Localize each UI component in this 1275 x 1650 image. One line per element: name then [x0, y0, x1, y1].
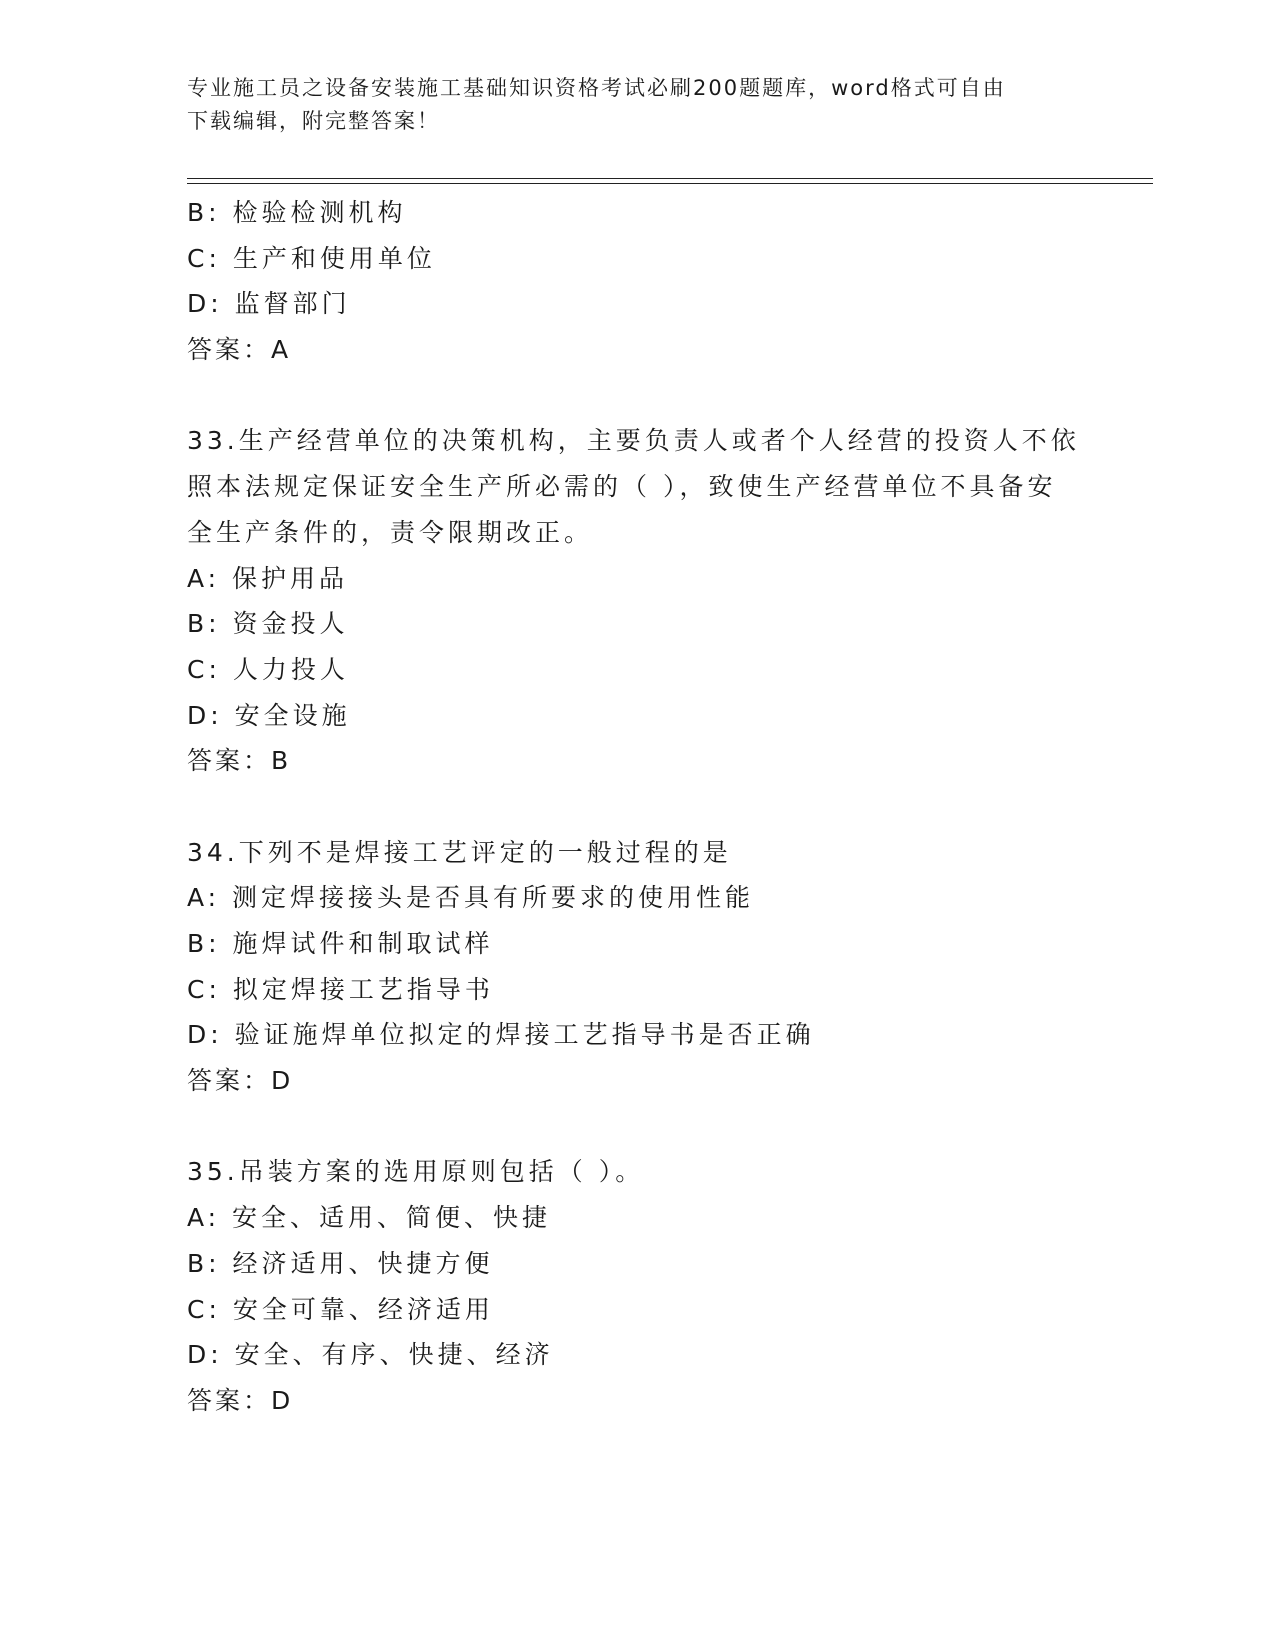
question-33 — [187, 418, 1087, 784]
option-c: C: 拟定焊接工艺指导书 — [187, 974, 494, 1004]
spacer — [187, 784, 1087, 830]
question-32-continued — [187, 190, 1087, 373]
option-b: B: 施焊试件和制取试样 — [187, 929, 494, 958]
question-35 — [187, 1149, 1087, 1423]
answer: 答案：B — [187, 746, 292, 776]
answer: 答案：A — [187, 335, 292, 365]
option-a: A: 安全、适用、简便、快捷 — [187, 1203, 552, 1233]
header-line-1: 专业施工员之设备安装施工基础知识资格考试必刷200题题库，word格式可自由 — [187, 76, 1006, 100]
option-c: C: 生产和使用单位 — [187, 243, 436, 273]
question-stem-line: 34.下列不是焊接工艺评定的一般过程的是 — [187, 837, 732, 867]
option-d: D: 安全、有序、快捷、经济 — [187, 1340, 554, 1370]
header-line-2: 下载编辑，附完整答案！ — [187, 109, 440, 133]
option-a: A: 测定焊接接头是否具有所要求的使用性能 — [187, 883, 755, 913]
spacer — [187, 373, 1087, 419]
answer: 答案：D — [187, 1066, 294, 1096]
question-34 — [187, 830, 1087, 1104]
option-a: A: 保护用品 — [187, 563, 349, 593]
question-stem-line: 照本法规定保证安全生产所必需的（ ），致使生产经营单位不具备安 — [187, 472, 1057, 502]
option-b: B: 经济适用、快捷方便 — [187, 1248, 494, 1278]
document-header — [187, 72, 1087, 138]
question-stem-line: 33.生产经营单位的决策机构，主要负责人或者个人经营的投资人不依 — [187, 426, 1080, 456]
option-c: C: 人力投人 — [187, 654, 349, 684]
option-d: D: 验证施焊单位拟定的焊接工艺指导书是否正确 — [187, 1020, 815, 1050]
option-d: D: 监督部门 — [187, 289, 351, 319]
answer: 答案：D — [187, 1385, 294, 1415]
question-stem-line: 35.吊装方案的选用原则包括（ ）。 — [187, 1157, 645, 1187]
header-divider-bottom — [187, 183, 1153, 184]
option-c: C: 安全可靠、经济适用 — [187, 1294, 494, 1324]
question-content — [187, 190, 1087, 1424]
header-divider-top — [187, 178, 1153, 179]
option-b: B: 资金投人 — [187, 609, 349, 639]
question-stem-line: 全生产条件的，责令限期改正。 — [187, 517, 594, 547]
option-b: B: 检验检测机构 — [187, 198, 407, 227]
spacer — [187, 1104, 1087, 1150]
option-d: D: 安全设施 — [187, 700, 351, 730]
